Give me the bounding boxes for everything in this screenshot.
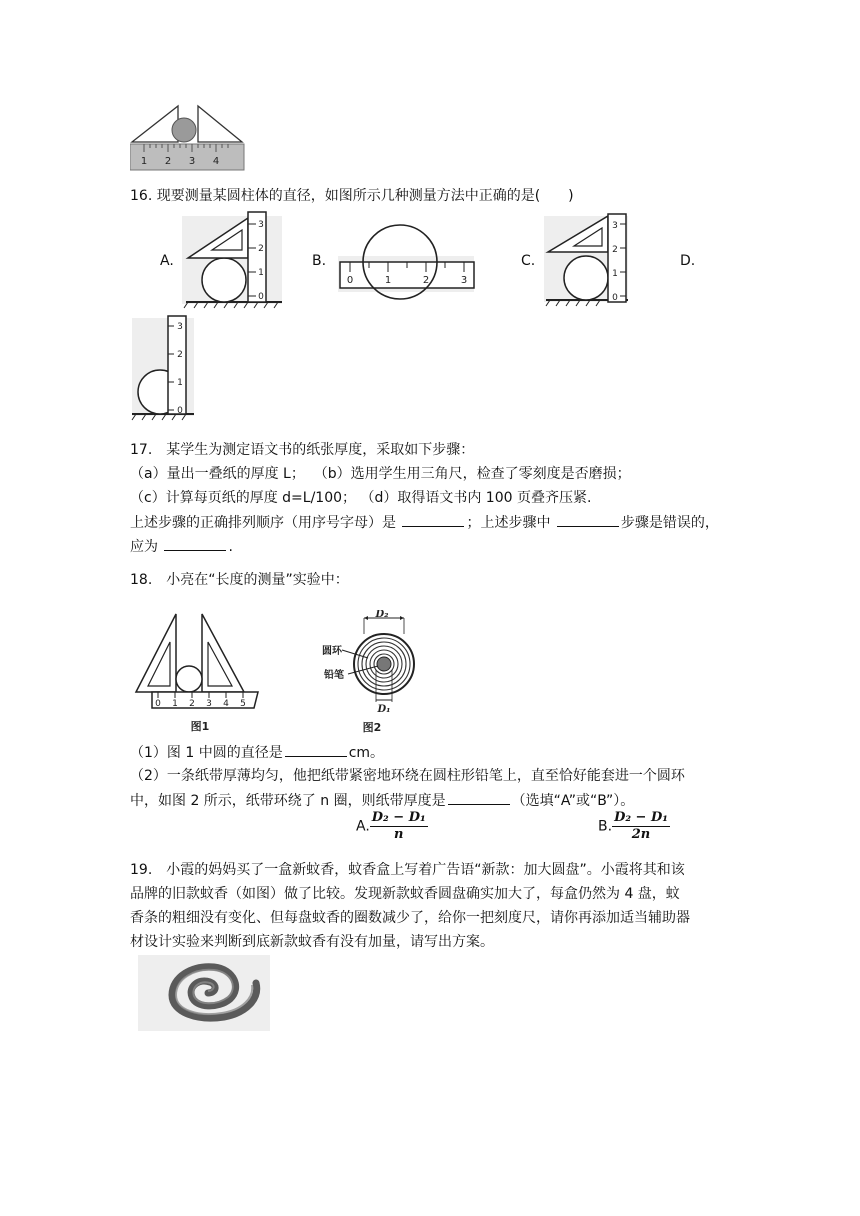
svg-text:2: 2 [189, 699, 195, 709]
q18-sub2-line2: 中，如图 2 所示，纸带环绕了 n 圈，则纸带厚度是 （选填“A”或“B”）。 [130, 790, 634, 811]
q16-option-b-figure [334, 222, 480, 310]
q18-sub1: （1）图 1 中圆的直径是 cm。 [130, 742, 384, 763]
q16-stem: 16. 现要测量某圆柱体的直径，如图所示几种测量方法中正确的是( ) [130, 188, 574, 204]
svg-text:1: 1 [177, 378, 183, 388]
q17-step-a: （a）量出一叠纸的厚度 L； [130, 466, 305, 482]
q16-option-b-label: B. [312, 253, 327, 269]
q16-option-c-label: C. [521, 253, 536, 269]
q16-option-c-figure [544, 212, 632, 316]
svg-text:1: 1 [384, 275, 392, 286]
q18-fig2-d2: D₂ [375, 610, 389, 620]
svg-text:2: 2 [258, 244, 264, 254]
q17-answer-blank-correction[interactable] [164, 536, 226, 551]
svg-text:2: 2 [177, 350, 183, 360]
svg-text:1: 1 [172, 699, 178, 709]
mosquito-coil-image [138, 955, 270, 1035]
q18-fig2-d1: D₁ [377, 704, 391, 715]
svg-text:3: 3 [206, 699, 212, 709]
q16-option-d-figure [130, 314, 196, 428]
q18-fig2-pencil-label: 铅笔 [324, 670, 344, 681]
q19-line3: 香条的粗细没有变化、但每盘蚊香的圈数减少了，给你一把刻度尺，请你再添加适当辅助器 [130, 910, 690, 926]
q18-answer-blank-thickness[interactable] [448, 790, 510, 805]
ruler-tick-4: 4 [212, 156, 220, 167]
q17-steps-ab [130, 464, 631, 484]
q17-question-line2: 应为 . [130, 536, 233, 557]
ruler-tick-3: 3 [188, 156, 196, 167]
svg-text:1: 1 [612, 269, 618, 279]
svg-text:4: 4 [223, 699, 229, 709]
q16-option-a-figure [182, 210, 290, 318]
q18-fig2-caption: 图2 [362, 721, 382, 734]
svg-text:0: 0 [177, 406, 183, 416]
q17-answer-blank-wrong-step[interactable] [557, 512, 619, 527]
q19-line4: 材设计实验来判断到底新款蚊香有没有加量，请写出方案。 [130, 934, 494, 950]
svg-text:3: 3 [177, 322, 183, 332]
svg-text:5: 5 [240, 699, 246, 709]
q16-option-a-label: A. [160, 253, 174, 269]
q18-figure-2 [318, 610, 428, 740]
q17-question-line1: 上述步骤的正确排列顺序（用序号字母）是 ；上述步骤中 步骤是错误的， [130, 512, 719, 533]
q18-fig2-ring-label: 圆环 [322, 646, 342, 657]
q18-stem: 18. 小亮在“长度的测量”实验中： [130, 572, 349, 588]
q17-step-d: （d）取得语文书内 100 页叠齐压紧. [360, 490, 592, 506]
q17-stem: 17. 某学生为测定语文书的纸张厚度，采取如下步骤： [130, 442, 475, 458]
svg-text:2: 2 [612, 245, 618, 255]
triangles-ball-ruler-figure [130, 104, 246, 176]
svg-text:0: 0 [258, 292, 264, 302]
ruler-tick-2: 2 [164, 156, 172, 167]
svg-text:0: 0 [155, 699, 161, 709]
q17-step-b: （b）选用学生用三角尺，检查了零刻度是否磨损； [313, 466, 631, 482]
svg-text:0: 0 [346, 275, 354, 286]
svg-text:3: 3 [258, 220, 264, 230]
svg-text:2: 2 [422, 275, 430, 286]
q17-step-c: （c）计算每页纸的厚度 d=L/100； [130, 490, 357, 506]
q18-figure-1 [130, 608, 266, 740]
svg-text:3: 3 [460, 275, 468, 286]
svg-text:1: 1 [258, 268, 264, 278]
ruler-tick-1: 1 [140, 156, 148, 167]
q18-fig1-caption: 图1 [190, 720, 210, 733]
q18-option-b: B. $\frac{\text{D₂ − D₁}}{2n}$ [598, 810, 668, 842]
q17-answer-blank-order[interactable] [402, 512, 464, 527]
q18-option-a: A. $\frac{\text{D₂ − D₁}}{n}$ [356, 810, 426, 842]
q17-steps-cd [130, 488, 591, 508]
q19-line2: 品牌的旧款蚊香（如图）做了比较。发现新款蚊香圆盘确实加大了，每盒仍然为 4 盘，蚊 [130, 886, 680, 902]
q19-line1: 19. 小霞的妈妈买了一盒新蚊香，蚊香盒上写着广告语“新款：加大圆盘”。小霞将其和该 [130, 862, 685, 878]
q16-option-d-label: D. [680, 253, 696, 269]
svg-text:3: 3 [612, 221, 618, 231]
svg-text:0: 0 [612, 293, 618, 303]
q18-sub2-line1: （2）一条纸带厚薄均匀，他把纸带紧密地环绕在圆柱形铅笔上，直至恰好能套进一个圆环 [130, 768, 685, 784]
q18-answer-blank-diameter[interactable] [285, 742, 347, 757]
